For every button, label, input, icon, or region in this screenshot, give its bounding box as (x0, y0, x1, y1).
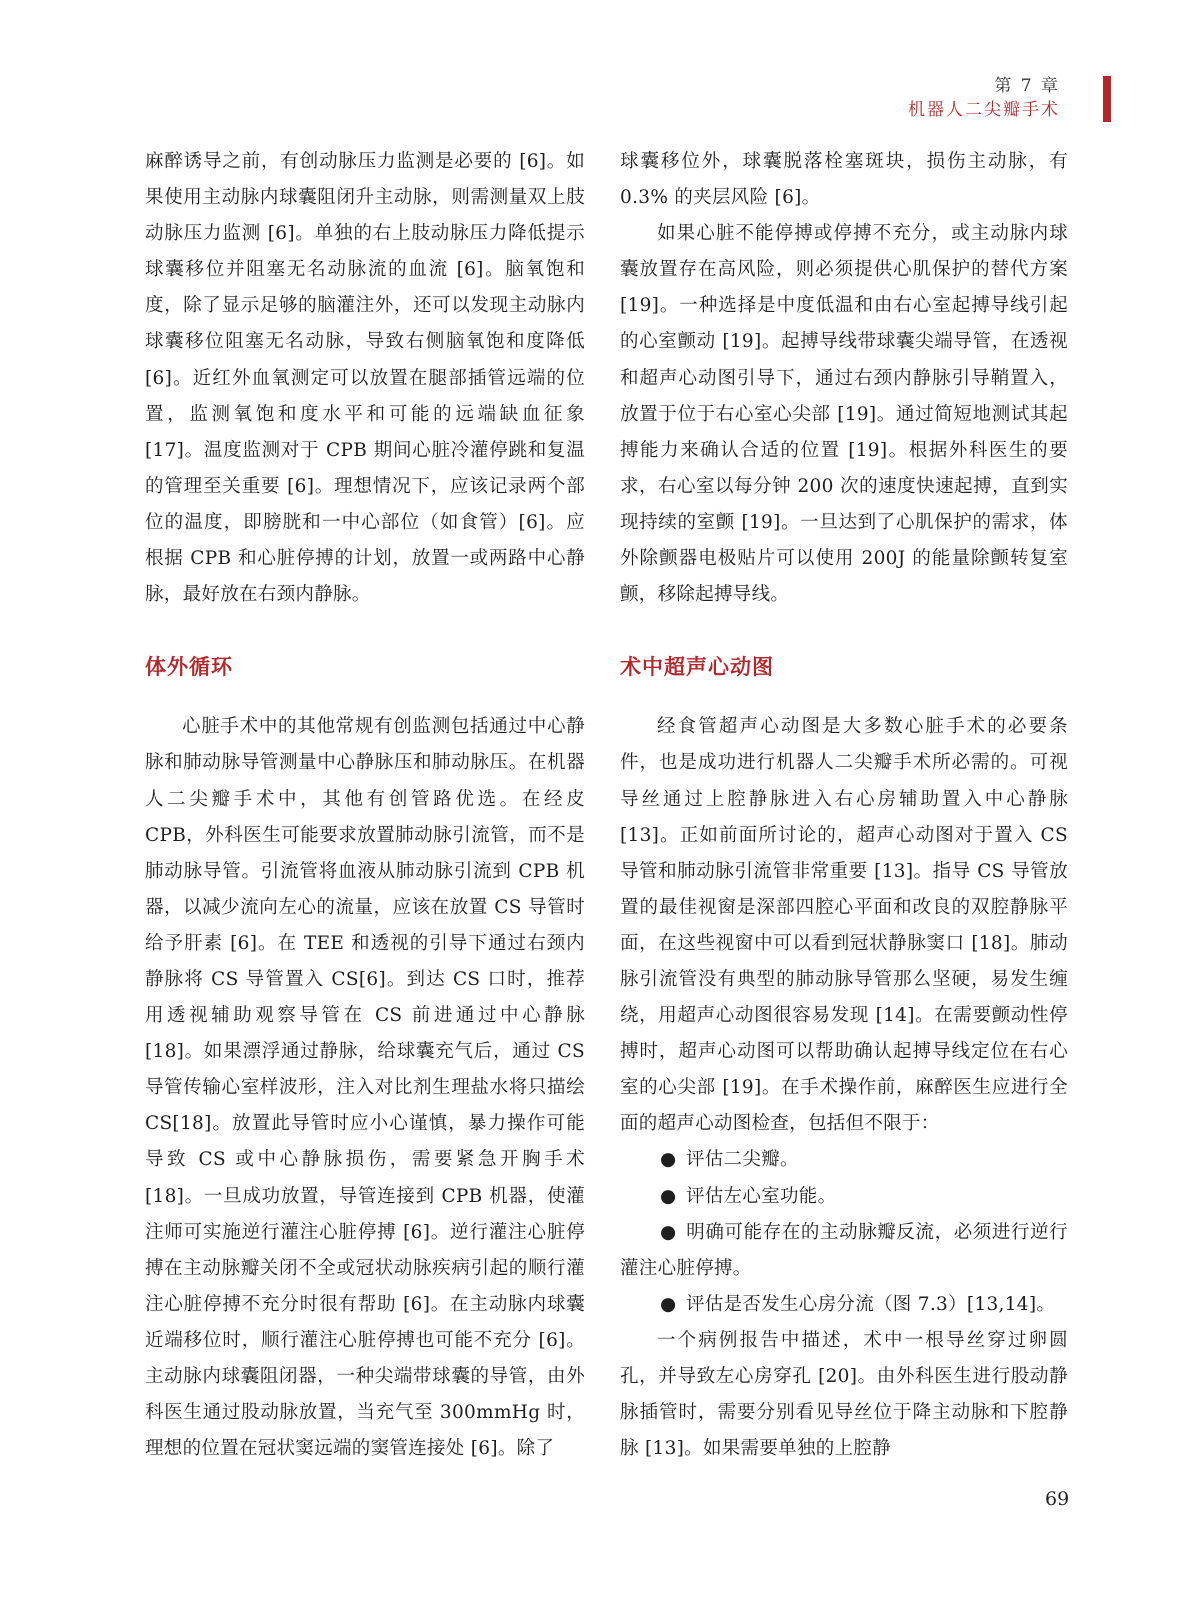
right-paragraph-3: 经食管超声心动图是大多数心脏手术的必要条件，也是成功进行机器人二尖瓣手术所必需的。可视导丝通过上腔静脉进入右心房辅助置入中心静脉 [13]。正如前面所讨论的，超声心动图对于置入 CS 导管和肺动脉引流管非常重要 [13]。指导 CS 导管放置的最佳视窗是深部四腔心平面和改良的双腔静脉平面，在这些视窗中可以看到冠状静脉窦口 [18]。肺动脉引流管没有典型的肺动脉导管那么坚硬，易发生缠绕，用超声心动图很容易发现 [14]。在需要颤动性停搏时，超声心动图可以帮助确认起搏导线定位在右心室的心尖部 [19]。在手术操作前，麻醉医生应进行全面的超声心动图检查，包括但不限于： (620, 716, 1068, 1135)
bullet-icon: ● (660, 1149, 677, 1171)
list-item-text: 评估左心室功能。 (686, 1185, 837, 1207)
left-paragraph-1: 麻醉诱导之前，有创动脉压力监测是必要的 [6]。如果使用主动脉内球囊阻闭升主动脉，则需测量双上肢动脉压力监测 [6]。单独的右上肢动脉压力降低提示球囊移位并阻塞无名动脉流的血流 [6]。脑氧饱和度，除了显示足够的脑灌注外，还可以发现主动脉内球囊移位阻塞无名动脉，导致右侧脑氧饱和度降低 [6]。近红外血氧测定可以放置在腿部插管远端的位置，监测氧饱和度水平和可能的远端缺血征象 [17]。温度监测对于 CPB 期间心脏冷灌停跳和复温的管理至关重要 [6]。理想情况下，应该记录两个部位的温度，即膀胱和一中心部位（如食管）[6]。应根据 CPB 和心脏停搏的计划，放置一或两路中心静脉，最好放在右颈内静脉。 (145, 151, 585, 606)
list-item (620, 1287, 1068, 1323)
left-column (145, 144, 585, 1467)
right-paragraph-1: 球囊移位外，球囊脱落栓塞斑块，损伤主动脉，有 0.3% 的夹层风险 [6]。 (620, 151, 1068, 209)
list-item (620, 1142, 1068, 1178)
spacer (620, 685, 1068, 709)
bullet-icon: ● (660, 1293, 677, 1315)
right-column (620, 144, 1068, 1467)
running-header (908, 74, 1060, 122)
right-paragraph-2: 如果心脏不能停搏或停搏不充分，或主动脉内球囊放置存在高风险，则必须提供心肌保护的替代方案 [19]。一种选择是中度低温和由右心室起搏导线引起的心室颤动 [19]。起搏导线带球囊尖端导管，在透视和超声心动图引导下，通过右颈内静脉引导鞘置入，放置于位于右心室心尖部 [19]。通过简短地测试其起搏能力来确认合适的位置 [19]。根据外科医生的要求，右心室以每分钟 200 次的速度快速起搏，直到实现持续的室颤 [19]。一旦达到了心肌保护的需求，体外除颤器电极贴片可以使用 200J 的能量除颤转复室颤，移除起搏导线。 (620, 223, 1068, 606)
header-accent-bar (1103, 76, 1111, 122)
spacer (620, 613, 1068, 649)
spacer (145, 613, 585, 649)
list-item (620, 1215, 1068, 1287)
section-heading-cpb: 体外循环 (145, 654, 233, 680)
chapter-number: 第 7 章 (994, 76, 1060, 96)
bullet-icon: ● (660, 1185, 677, 1207)
spacer (145, 685, 585, 709)
right-paragraph-4: 一个病例报告中描述，术中一根导丝穿过卵圆孔，并导致左心房穿孔 [20]。由外科医生进行股动静脉插管时，需要分别看见导丝位于降主动脉和下腔静脉 [13]。如果需要单独的上腔静 (620, 1329, 1068, 1460)
left-paragraph-2: 心脏手术中的其他常规有创监测包括通过中心静脉和肺动脉导管测量中心静脉压和肺动脉压。在机器人二尖瓣手术中，其他有创管路优选。在经皮 CPB，外科医生可能要求放置肺动脉引流管，而不是肺动脉导管。引流管将血液从肺动脉引流到 CPB 机器，以减少流向左心的流量，应该在放置 CS 导管时给予肝素 [6]。在 TEE 和透视的引导下通过右颈内静脉将 CS 导管置入 CS[6]。到达 CS 口时，推荐用透视辅助观察导管在 CS 前进通过中心静脉 [18]。如果漂浮通过静脉，给球囊充气后，通过 CS 导管传输心室样波形，注入对比剂生理盐水将只描绘 CS[18]。放置此导管时应小心谨慎，暴力操作可能导致 CS 或中心静脉损伤，需要紧急开胸手术 [18]。一旦成功放置，导管连接到 CPB 机器，使灌注师可实施逆行灌注心脏停搏 [6]。逆行灌注心脏停搏在主动脉瓣关闭不全或冠状动脉疾病引起的顺行灌注心脏停搏不充分时很有帮助 [6]。在主动脉内球囊近端移位时，顺行灌注心脏停搏也可能不充分 [6]。主动脉内球囊阻闭器，一种尖端带球囊的导管，由外科医生通过股动脉放置，当充气至 300mmHg 时，理想的位置在冠状窦远端的窦管连接处 [6]。除了 (145, 716, 585, 1460)
list-item-text: 明确可能存在的主动脉瓣反流，必须进行逆行灌注心脏停搏。 (620, 1221, 1068, 1279)
list-item-text: 评估二尖瓣。 (686, 1149, 799, 1171)
bullet-icon: ● (660, 1221, 677, 1243)
list-item-text: 评估是否发生心房分流（图 7.3）[13,14]。 (686, 1293, 1056, 1315)
page-number: 69 (1045, 1488, 1070, 1510)
list-item (620, 1179, 1068, 1215)
section-heading-echo: 术中超声心动图 (620, 654, 774, 680)
chapter-title: 机器人二尖瓣手术 (908, 100, 1060, 120)
